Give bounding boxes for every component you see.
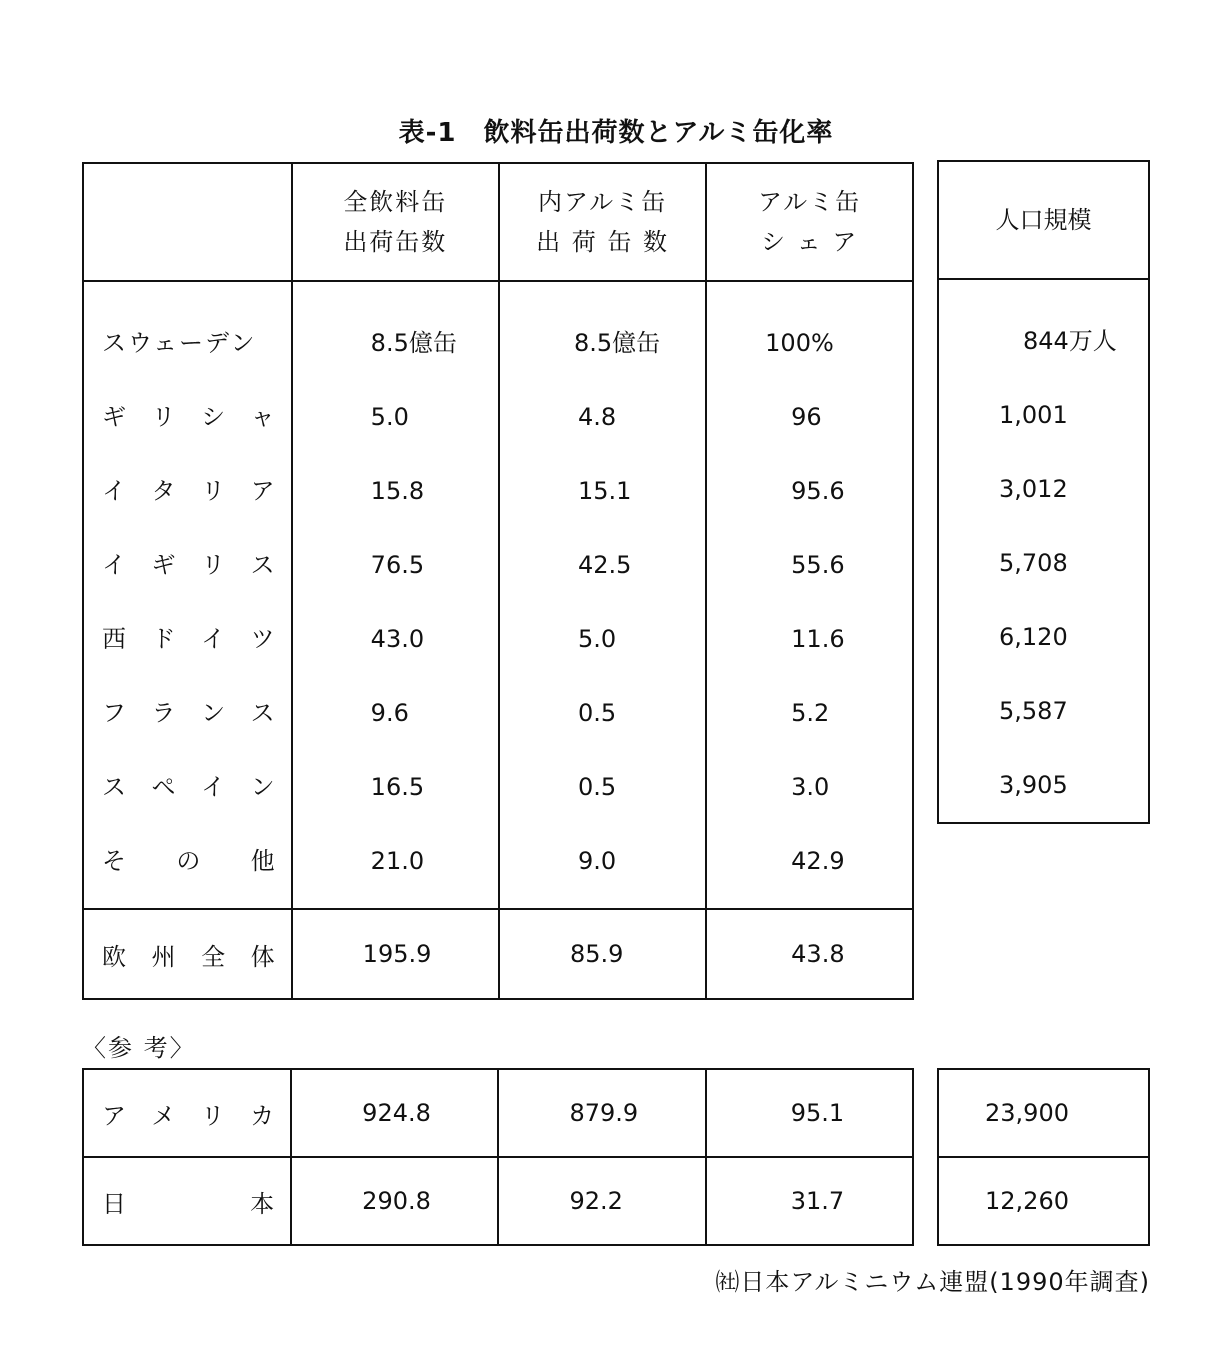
aluminum-cans-value: 5.0 xyxy=(577,625,617,653)
population-value: 5,708 xyxy=(999,549,1068,577)
aluminum-cans-value: 8.5億缶 xyxy=(573,329,661,357)
country-name-char: ス xyxy=(250,551,275,579)
country-name-column xyxy=(83,281,292,909)
share-value: 5.2 xyxy=(791,699,830,727)
europe-total-row xyxy=(83,909,913,999)
country-name-char: ツ xyxy=(250,625,275,653)
country-name-char: そ xyxy=(102,847,126,875)
europe-total-share: 43.8 xyxy=(706,909,913,999)
country-name-char: イ xyxy=(201,625,226,653)
reference-total: 290.8 xyxy=(291,1157,498,1245)
country-name-char: 他 xyxy=(250,847,275,875)
total-cans-value: 43.0 xyxy=(370,625,425,653)
aluminum-cans-value: 9.0 xyxy=(577,847,617,875)
population-value: 1,001 xyxy=(999,401,1068,429)
reference-population-table xyxy=(937,1068,1150,1246)
total-cans-value: 5.0 xyxy=(370,403,409,431)
reference-total: 924.8 xyxy=(291,1069,498,1157)
population-column xyxy=(938,279,1149,823)
header-aluminum-share: アルミ缶 シ ェ ア xyxy=(706,163,913,281)
reference-pop-usa xyxy=(938,1069,1149,1157)
reference-alu: 92.2 xyxy=(498,1157,705,1245)
header-row xyxy=(83,163,913,281)
aluminum-cans-value: 42.5 xyxy=(577,551,632,579)
country-name-char: ス xyxy=(102,773,126,801)
country-name: スウェーデン xyxy=(102,329,257,357)
header-total-cans: 全飲料缶 出荷缶数 xyxy=(292,163,499,281)
country-name-char: ド xyxy=(151,625,176,653)
country-name-char: メ xyxy=(151,1101,176,1130)
reference-label: 〈参 考〉 xyxy=(82,1034,196,1062)
aluminum-cans-value: 0.5 xyxy=(577,699,617,727)
europe-total-cans: 195.9 xyxy=(292,909,499,999)
country-name-char: イ xyxy=(102,477,126,505)
header-empty-cell xyxy=(83,163,292,281)
country-name-char: イ xyxy=(102,551,126,579)
country-name-char: ラ xyxy=(151,699,176,727)
country-name-char: ギ xyxy=(102,403,126,431)
reference-row-usa xyxy=(83,1069,913,1157)
aluminum-cans-value: 15.1 xyxy=(577,477,632,505)
aluminum-cans-value: 0.5 xyxy=(577,773,617,801)
country-name-char: イ xyxy=(201,773,226,801)
country-name-char: ン xyxy=(201,699,226,727)
country-name-char: 日 xyxy=(102,1189,126,1218)
country-name-char: 体 xyxy=(250,942,275,971)
country-name-char: ペ xyxy=(151,773,176,801)
country-name-char: フ xyxy=(102,699,126,727)
reference-table xyxy=(82,1068,914,1246)
total-cans-value: 76.5 xyxy=(370,551,425,579)
reference-pop-japan xyxy=(938,1157,1149,1245)
country-name-char: ン xyxy=(250,773,275,801)
population-value: 5,587 xyxy=(999,697,1068,725)
total-cans-value: 15.8 xyxy=(370,477,425,505)
country-rows xyxy=(83,281,913,909)
table-row-name xyxy=(84,306,291,380)
share-value: 96 xyxy=(791,403,822,431)
country-name-char: 本 xyxy=(250,1189,275,1218)
reference-alu: 879.9 xyxy=(498,1069,705,1157)
country-name-char: 西 xyxy=(102,625,126,653)
share-value: 100% xyxy=(765,329,834,357)
population-rows xyxy=(938,279,1149,823)
table-title: 表-1 飲料缶出荷数とアルミ缶化率 xyxy=(398,118,834,148)
share-value: 55.6 xyxy=(791,551,845,579)
table-row-name xyxy=(84,602,291,676)
country-name-char: 欧 xyxy=(102,942,126,971)
country-name-char: ギ xyxy=(151,551,176,579)
europe-total-name xyxy=(83,909,292,999)
main-table xyxy=(82,162,914,1000)
population-value: 6,120 xyxy=(999,623,1068,651)
country-name-char: タ xyxy=(151,477,176,505)
table-row-name xyxy=(84,528,291,602)
country-name-char: 全 xyxy=(201,942,226,971)
source-note: ㈳日本アルミニウム連盟(1990年調査) xyxy=(715,1268,1150,1296)
country-name-char: ア xyxy=(102,1101,126,1130)
share-value: 3.0 xyxy=(791,773,830,801)
population-value: 3,012 xyxy=(999,475,1068,503)
reference-share: 31.7 xyxy=(706,1157,913,1245)
table-row-name xyxy=(84,824,291,898)
total-cans-value: 21.0 xyxy=(370,847,425,875)
total-cans-value: 8.5億缶 xyxy=(370,329,457,357)
country-name-char: リ xyxy=(151,403,176,431)
table-row-name xyxy=(84,454,291,528)
reference-pop: 12,260 xyxy=(938,1157,1149,1245)
reference-row-japan xyxy=(83,1157,913,1245)
share-value: 95.6 xyxy=(791,477,845,505)
population-value: 844万人 xyxy=(1023,327,1117,355)
share-column xyxy=(706,281,913,909)
country-name-char: リ xyxy=(201,551,226,579)
country-name-char: ャ xyxy=(250,403,275,431)
share-value: 11.6 xyxy=(791,625,845,653)
country-name-char: 州 xyxy=(151,942,176,971)
country-name-char: カ xyxy=(250,1101,275,1130)
population-value: 3,905 xyxy=(999,771,1068,799)
aluminum-cans-value: 4.8 xyxy=(577,403,617,431)
reference-name xyxy=(83,1157,291,1245)
country-name-char: の xyxy=(176,847,201,875)
reference-share: 95.1 xyxy=(706,1069,913,1157)
country-name-char: ア xyxy=(250,477,275,505)
country-name-char: シ xyxy=(201,403,226,431)
population-header-row xyxy=(938,161,1149,279)
europe-total-alu: 85.9 xyxy=(499,909,706,999)
header-aluminum-cans: 内アルミ缶 出 荷 缶 数 xyxy=(499,163,706,281)
reference-pop: 23,900 xyxy=(938,1069,1149,1157)
header-population: 人口規模 xyxy=(938,161,1149,279)
aluminum-cans-column xyxy=(499,281,706,909)
table-row-name xyxy=(84,380,291,454)
country-name-char: ス xyxy=(250,699,275,727)
country-name-char: リ xyxy=(201,477,226,505)
population-table xyxy=(937,160,1150,824)
total-cans-value: 16.5 xyxy=(370,773,425,801)
total-cans-column xyxy=(292,281,499,909)
country-name-char: リ xyxy=(200,1101,225,1130)
table-row-name xyxy=(84,676,291,750)
reference-name xyxy=(83,1069,291,1157)
share-value: 42.9 xyxy=(791,847,845,875)
total-cans-value: 9.6 xyxy=(370,699,409,727)
table-row-name xyxy=(84,750,291,824)
